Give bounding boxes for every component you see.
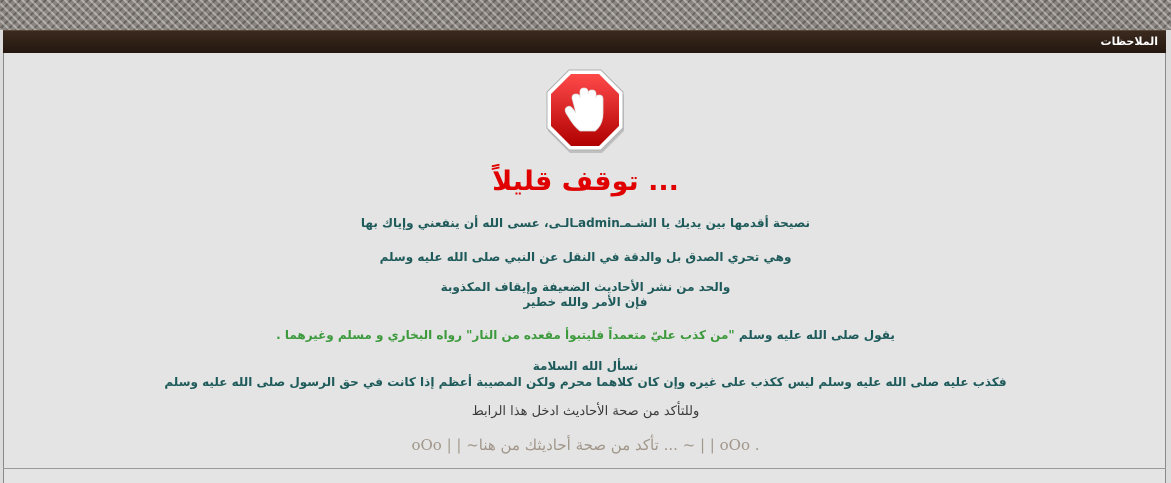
bottom-divider <box>3 468 1166 469</box>
weak-hadith-line: والحد من نشر الأحاديث الضعيفة وإيقاف المكذوبة <box>440 280 731 294</box>
safety-line: نسأل الله السلامة <box>532 359 639 373</box>
stop-headline: توقف قليلاً ... <box>492 166 679 197</box>
hadith-line <box>0 328 1171 342</box>
verify-hadith-link[interactable]: oOo | | ~تأكد من صحة أحاديثك من هنا ... ~ | | oOo <box>411 436 750 454</box>
hadith-prefix: يقول صلى الله عليه وسلم <box>738 328 895 342</box>
notes-header-bar <box>3 30 1166 54</box>
link-period: . <box>754 436 760 454</box>
serious-matter-line: فإن الأمر والله خطير <box>523 295 648 309</box>
honesty-line: وهي تحري الصدق بل والدقة في النقل عن النبي صلى الله عليه وسلم <box>379 250 792 264</box>
header-title: الملاحظات <box>1100 35 1158 48</box>
advice-line: نصيحة أقدمها بين يديك يا الشـمـadminـالـى، عسى الله أن ينفعني وإياك بها <box>360 216 811 230</box>
stop-hand-icon <box>545 68 625 154</box>
verify-link-line <box>0 436 1171 454</box>
lying-warning-line: فكذب عليه صلى الله عليه وسلم ليس ككذب على غيره وإن كان كلاهما محرم ولكن المصيبة أعظم إذا كانت في حق الرسول صلى الله عليه وسلم <box>164 375 1007 389</box>
hadith-quote: "من كذب عليّ متعمداً فليتبوأ مقعده من النار" رواه البخاري و مسلم وغيرهما . <box>276 328 735 342</box>
verify-instruction-line: وللتأكد من صحة الأحاديث ادخل هذا الرابط <box>471 404 700 419</box>
top-decorative-pattern <box>0 0 1171 30</box>
